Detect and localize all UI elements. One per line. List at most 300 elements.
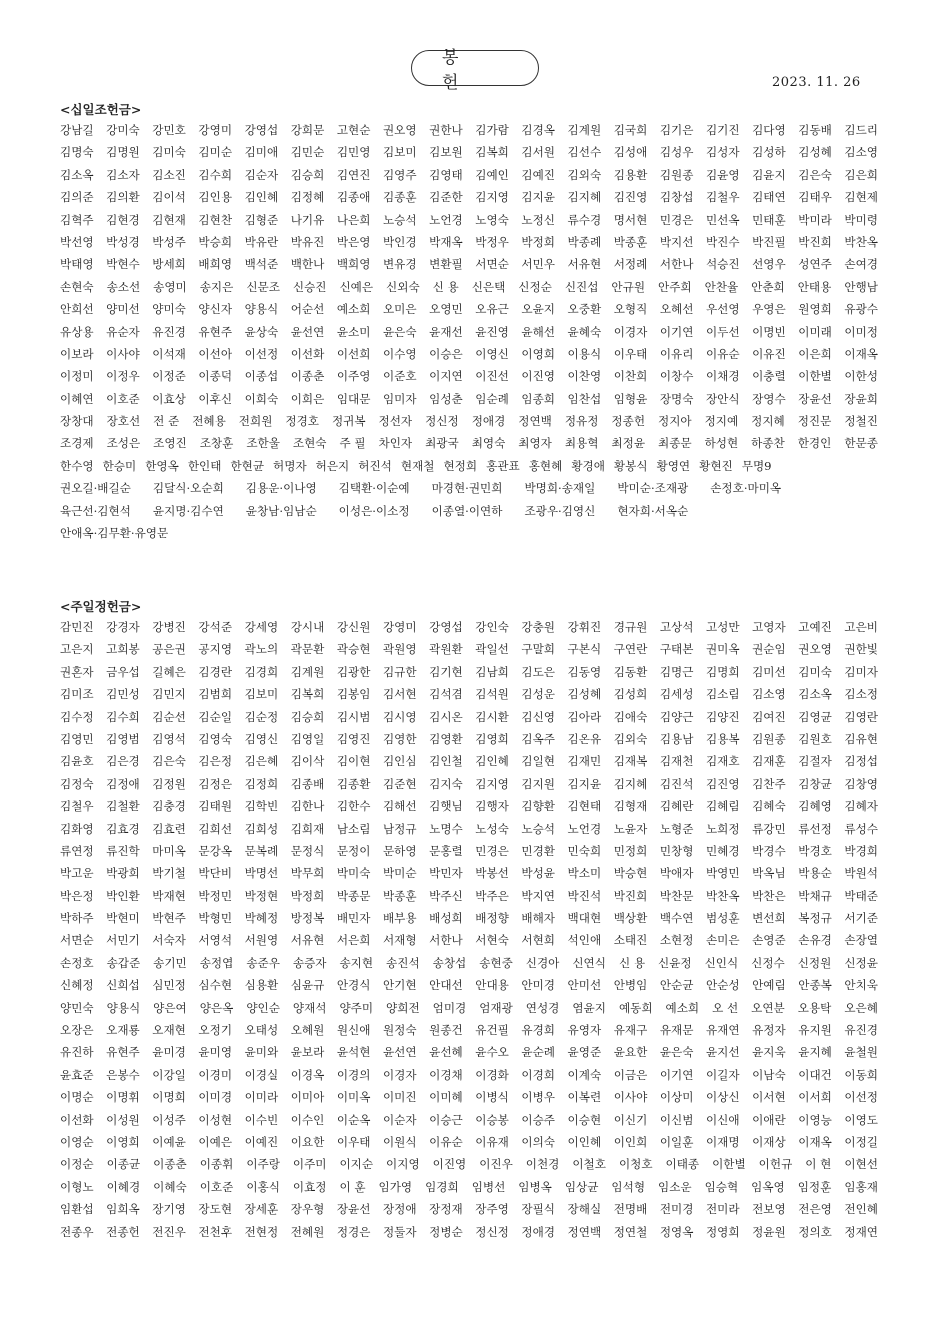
donor-name: 무명9 xyxy=(741,458,772,473)
donor-name: 이애란 xyxy=(752,1112,786,1127)
donor-row xyxy=(60,1176,878,1198)
donor-name: 이영도 xyxy=(844,1112,878,1127)
donor-row xyxy=(60,1041,878,1063)
donor-name: 김희선 xyxy=(198,821,233,836)
donor-name: 오유근 xyxy=(475,302,509,317)
donor-name: 김준한 xyxy=(429,190,463,205)
donor-name: 박진석 xyxy=(567,888,602,903)
donor-name: 박경수 xyxy=(752,843,786,858)
donor-name: 박미령 xyxy=(844,212,878,227)
donor-name: 양미숙 xyxy=(152,302,186,317)
donor-name: 문복례 xyxy=(244,843,279,858)
donor-name: 전종우 xyxy=(60,1224,94,1239)
donor-name: 김이삭 xyxy=(290,754,325,769)
donor-name: 윤선연 xyxy=(382,1045,417,1060)
donor-name: 김성하 xyxy=(752,145,786,160)
donor-name: 임희옥 xyxy=(106,1202,140,1217)
donor-name: 한문종 xyxy=(844,436,878,451)
donor-name: 이신애 xyxy=(705,1112,740,1127)
donor-row xyxy=(60,186,878,208)
donor-name: 이지연 xyxy=(429,369,463,384)
donor-row xyxy=(60,929,878,951)
donor-name: 안찬율 xyxy=(704,279,739,294)
donor-name: 권한나 xyxy=(429,123,463,137)
donor-name: 예소희 xyxy=(665,1000,700,1015)
donor-name: 홍현혜 xyxy=(528,458,563,473)
donor-name: 최정윤 xyxy=(611,436,646,451)
donor-name: 원종건 xyxy=(429,1023,463,1038)
donor-name: 윤석현 xyxy=(336,1045,371,1060)
donor-name: 임대문 xyxy=(336,391,371,406)
donor-name: 구말희 xyxy=(521,642,556,657)
donor-name: 박진필 xyxy=(752,234,786,249)
donor-name: 이미래 xyxy=(798,324,832,339)
donor-name: 김현경 xyxy=(106,212,140,227)
donor-row xyxy=(60,952,878,974)
donor-name: 오혜원 xyxy=(290,1023,325,1038)
donor-name: 범성훈 xyxy=(705,911,740,926)
donor-name: 곽문환 xyxy=(290,642,325,657)
donor-name: 김동영 xyxy=(567,664,602,679)
donor-name: 이 훈 xyxy=(339,1179,366,1194)
family-donor-list xyxy=(60,477,878,544)
donor-name: 이유진 xyxy=(752,346,786,361)
donor-name: 송갑준 xyxy=(106,955,141,970)
donor-name: 나은희 xyxy=(336,212,371,227)
donor-name: 김혜자 xyxy=(844,799,878,814)
donor-name: 송정엽 xyxy=(199,955,234,970)
donor-name: 임경희 xyxy=(425,1179,459,1194)
donor-name: 김서현 xyxy=(382,687,417,702)
donor-name: 김행자 xyxy=(475,799,509,814)
donor-name: 안희선 xyxy=(60,302,94,317)
donor-name: 윤철원 xyxy=(844,1045,878,1060)
donor-name: 이유재 xyxy=(475,1134,509,1149)
family-donor-name: 육근선·김현석 xyxy=(60,503,131,518)
donor-name: 김영숙 xyxy=(198,731,233,746)
donor-name: 정애경 xyxy=(521,1224,556,1239)
donor-name: 김은숙 xyxy=(152,754,186,769)
donor-name: 길혜은 xyxy=(152,664,186,679)
donor-name: 서영석 xyxy=(198,933,233,948)
donor-name: 이명휘 xyxy=(106,1090,140,1105)
donor-name: 김여진 xyxy=(752,709,786,724)
donor-name: 박종례 xyxy=(567,234,602,249)
donor-name: 고예진 xyxy=(798,620,832,634)
donor-name: 김용남 xyxy=(659,731,694,746)
donor-name: 이영능 xyxy=(798,1112,832,1127)
donor-name: 신문조 xyxy=(246,279,280,294)
donor-name: 이종덕 xyxy=(198,369,233,384)
donor-name: 김소자 xyxy=(106,167,140,182)
donor-name: 김명숙 xyxy=(60,145,94,160)
donor-name: 김연진 xyxy=(336,167,371,182)
donor-name: 권미옥 xyxy=(705,642,740,657)
donor-name: 김현제 xyxy=(844,190,878,205)
donor-name: 송소선 xyxy=(106,279,141,294)
donor-name: 류연정 xyxy=(60,843,94,858)
donor-name: 김지원 xyxy=(521,776,556,791)
donor-name: 이종춘 xyxy=(153,1157,187,1172)
donor-name: 원영희 xyxy=(798,302,832,317)
donor-name: 김창영 xyxy=(844,776,878,791)
donor-name: 손장열 xyxy=(844,933,878,948)
donor-name: 김한나 xyxy=(290,799,325,814)
donor-row xyxy=(60,388,878,410)
donor-name: 이채경 xyxy=(705,369,740,384)
donor-row xyxy=(60,885,878,907)
donor-name: 공은권 xyxy=(152,642,186,657)
donor-name: 임순례 xyxy=(475,391,509,406)
donor-name: 김국희 xyxy=(613,123,648,137)
donor-name: 이서희 xyxy=(798,1090,832,1105)
donor-name: 이승근 xyxy=(429,1112,463,1127)
donor-name: 이종춘 xyxy=(290,369,325,384)
donor-name: 유재연 xyxy=(705,1023,740,1038)
donor-name: 이병우 xyxy=(521,1090,556,1105)
donor-name: 이호준 xyxy=(106,391,140,406)
donor-name: 윤선연 xyxy=(290,324,325,339)
donor-name: 박현수 xyxy=(106,257,140,272)
donor-name: 성연주 xyxy=(798,257,832,272)
donor-name: 유상용 xyxy=(60,324,94,339)
donor-name: 김혁주 xyxy=(60,212,94,227)
donor-name: 윤영준 xyxy=(567,1045,602,1060)
donor-name: 전천후 xyxy=(198,1224,233,1239)
donor-name: 문정이 xyxy=(336,843,371,858)
donor-name: 박경호 xyxy=(798,843,832,858)
donor-name: 김명근 xyxy=(659,664,694,679)
donor-name: 김승희 xyxy=(290,167,325,182)
donor-name: 안미경 xyxy=(521,978,556,993)
donor-name: 신 용 xyxy=(618,955,646,970)
donor-name: 임가영 xyxy=(378,1179,413,1194)
donor-name: 박성경 xyxy=(106,234,140,249)
donor-name: 이일훈 xyxy=(659,1134,694,1149)
donor-name: 박정희 xyxy=(290,888,325,903)
donor-name: 장윤희 xyxy=(844,391,878,406)
family-donor-row xyxy=(60,522,878,544)
donor-row xyxy=(60,840,878,862)
donor-name: 강시내 xyxy=(290,620,325,634)
donor-name: 김드리 xyxy=(844,123,878,137)
donor-name: 박찬은 xyxy=(752,888,786,903)
donor-name: 이찬희 xyxy=(613,369,648,384)
sunday-offering-section xyxy=(60,597,878,1243)
donor-name: 이주미 xyxy=(292,1157,327,1172)
donor-name: 김영신 xyxy=(244,731,279,746)
donor-name: 양인순 xyxy=(246,1000,280,1015)
donor-name: 윤미와 xyxy=(244,1045,279,1060)
donor-name: 김햇님 xyxy=(429,799,463,814)
donor-name: 이경의 xyxy=(336,1067,371,1082)
donor-name: 신정윤 xyxy=(844,955,878,970)
donor-name: 정종헌 xyxy=(611,414,646,429)
donor-name: 박찬문 xyxy=(659,888,694,903)
donor-name: 이기연 xyxy=(659,1067,694,1082)
donor-name: 조창훈 xyxy=(199,436,234,451)
donor-row xyxy=(60,974,878,996)
donor-name: 복정규 xyxy=(798,911,832,926)
donor-name: 손미은 xyxy=(705,933,740,948)
donor-name: 변환필 xyxy=(429,257,463,272)
donor-name: 민경환 xyxy=(521,843,556,858)
donor-name: 연성경 xyxy=(525,1000,560,1015)
family-donor-name: 이성은·이소정 xyxy=(338,503,410,518)
donor-name: 박미순 xyxy=(382,866,417,881)
donor-name: 박은영 xyxy=(336,234,371,249)
donor-name: 곽일선 xyxy=(475,642,509,657)
donor-name: 박성윤 xyxy=(521,866,556,881)
donor-name: 김절자 xyxy=(798,754,832,769)
donor-name: 석승진 xyxy=(705,257,740,272)
donor-name: 류성수 xyxy=(844,821,878,836)
donor-name: 이종휘 xyxy=(199,1157,234,1172)
donor-name: 이희숙 xyxy=(244,391,279,406)
donor-name: 윤효준 xyxy=(60,1067,94,1082)
donor-name: 안대선 xyxy=(429,978,463,993)
donor-name: 김재호 xyxy=(705,754,740,769)
donor-name: 금우섭 xyxy=(106,664,140,679)
donor-name: 이기연 xyxy=(659,324,694,339)
donor-name: 이헌규 xyxy=(758,1157,793,1172)
donor-name: 서면순 xyxy=(60,933,94,948)
donor-name: 임병선 xyxy=(471,1179,506,1194)
donor-row xyxy=(60,907,878,929)
donor-name: 윤진영 xyxy=(475,324,509,339)
donor-name: 이 현 xyxy=(805,1157,832,1172)
donor-name: 김정원 xyxy=(152,776,186,791)
donor-name: 김영균 xyxy=(798,709,832,724)
donor-name: 김명원 xyxy=(106,145,140,160)
donor-name: 노언경 xyxy=(567,821,602,836)
donor-name: 유영자 xyxy=(567,1023,602,1038)
donor-name: 임승혁 xyxy=(704,1179,739,1194)
donor-row xyxy=(60,432,878,454)
donor-name: 박종문 xyxy=(336,888,371,903)
donor-name: 민정희 xyxy=(613,843,648,858)
donor-name: 한승미 xyxy=(102,458,137,473)
donor-name: 이강일 xyxy=(152,1067,186,1082)
donor-name: 곽원환 xyxy=(429,642,463,657)
donor-name: 박미숙 xyxy=(336,866,371,881)
donor-name: 이경희 xyxy=(521,1067,556,1082)
donor-name: 송기민 xyxy=(153,955,187,970)
donor-name: 오재룡 xyxy=(106,1023,140,1038)
donor-name: 김규한 xyxy=(382,664,417,679)
donor-name: 김미자 xyxy=(844,664,878,679)
donor-name: 이정길 xyxy=(844,1134,878,1149)
donor-name: 이미경 xyxy=(198,1090,233,1105)
donor-name: 안규원 xyxy=(611,279,646,294)
donor-name: 이호준 xyxy=(199,1179,234,1194)
donor-name: 김인용 xyxy=(198,190,233,205)
donor-name: 이진영 xyxy=(432,1157,467,1172)
donor-name: 박진수 xyxy=(705,234,740,249)
donor-name: 김광한 xyxy=(336,664,371,679)
donor-name: 김미숙 xyxy=(152,145,186,160)
donor-name: 김기현 xyxy=(429,664,463,679)
donor-name: 정지아 xyxy=(658,414,692,429)
donor-name: 김혜숙 xyxy=(752,799,786,814)
donor-name: 이신기 xyxy=(613,1112,648,1127)
donor-name: 김영란 xyxy=(844,709,878,724)
donor-name: 정의호 xyxy=(798,1224,832,1239)
donor-name: 안종복 xyxy=(798,978,832,993)
family-donor-row xyxy=(60,500,878,522)
donor-name: 이선정 xyxy=(844,1090,878,1105)
donor-name: 변유경 xyxy=(382,257,417,272)
donor-name: 김석겸 xyxy=(429,687,463,702)
donor-name: 이수빈 xyxy=(244,1112,279,1127)
donor-name: 강휘진 xyxy=(567,620,602,634)
donor-name: 변선희 xyxy=(752,911,786,926)
donor-name: 임병옥 xyxy=(518,1179,552,1194)
donor-name: 이예윤 xyxy=(152,1134,186,1149)
donor-name: 서현희 xyxy=(521,933,556,948)
donor-name: 이대건 xyxy=(798,1067,832,1082)
donor-name: 유현주 xyxy=(198,324,233,339)
donor-name: 최광국 xyxy=(425,436,459,451)
donor-name: 김창균 xyxy=(798,776,832,791)
donor-name: 김시환 xyxy=(475,709,509,724)
donor-name: 양미선 xyxy=(106,302,140,317)
donor-name: 임정훈 xyxy=(797,1179,832,1194)
donor-name: 김동환 xyxy=(613,664,648,679)
donor-name: 한수영 xyxy=(60,458,94,473)
donor-name: 김은숙 xyxy=(798,167,832,182)
donor-name: 안춘희 xyxy=(751,279,785,294)
donor-name: 박정우 xyxy=(475,234,509,249)
donor-name: 이승주 xyxy=(521,1112,556,1127)
donor-name: 유재구 xyxy=(613,1023,648,1038)
donor-name: 노정신 xyxy=(521,212,556,227)
donor-name: 양희전 xyxy=(386,1000,420,1015)
donor-name: 김효경 xyxy=(106,821,140,836)
donor-name: 김보미 xyxy=(382,145,417,160)
donor-name: 박종훈 xyxy=(613,234,648,249)
donor-name: 이미혜 xyxy=(429,1090,463,1105)
donor-name: 나기유 xyxy=(290,212,325,227)
donor-name: 이후신 xyxy=(198,391,233,406)
donor-name: 손영준 xyxy=(752,933,786,948)
donor-name: 조한울 xyxy=(246,436,280,451)
donor-row xyxy=(60,638,878,660)
family-donor-name: 마경현·권민희 xyxy=(431,481,503,496)
donor-name: 이선정 xyxy=(244,346,279,361)
donor-name: 정둘자 xyxy=(382,1224,417,1239)
donor-name: 이태종 xyxy=(665,1157,700,1172)
donor-name: 민창형 xyxy=(659,843,694,858)
donor-name: 박승현 xyxy=(613,866,648,881)
donor-name: 정애경 xyxy=(471,414,506,429)
donor-name: 이은희 xyxy=(798,346,832,361)
donor-name: 민숙희 xyxy=(567,843,602,858)
donor-name: 송창섭 xyxy=(432,955,467,970)
donor-name: 김다영 xyxy=(752,123,786,137)
donor-name: 이승은 xyxy=(429,346,463,361)
donor-name: 이청호 xyxy=(618,1157,653,1172)
donor-name: 임형윤 xyxy=(613,391,648,406)
donor-name: 윤상숙 xyxy=(244,324,279,339)
donor-name: 노명수 xyxy=(429,821,463,836)
donor-name: 김태원 xyxy=(198,799,233,814)
donor-name: 이정순 xyxy=(60,1157,94,1172)
donor-name: 김봉임 xyxy=(336,687,371,702)
donor-name: 강충원 xyxy=(521,620,556,634)
donor-name: 이사야 xyxy=(106,346,140,361)
donor-name: 오은혜 xyxy=(844,1000,878,1015)
donor-name: 장윤선 xyxy=(336,1202,371,1217)
donor-name: 이병식 xyxy=(475,1090,509,1105)
donor-name: 김계원 xyxy=(567,123,602,137)
donor-name: 정재연 xyxy=(844,1224,878,1239)
donor-name: 김의준 xyxy=(60,190,94,205)
donor-name: 권오영 xyxy=(798,642,832,657)
donor-name: 이명순 xyxy=(60,1090,94,1105)
donor-name: 오형직 xyxy=(613,302,648,317)
donor-name: 이창수 xyxy=(659,369,694,384)
donor-name: 이선화 xyxy=(290,346,325,361)
donor-row xyxy=(60,141,878,163)
donor-name: 전혜원 xyxy=(290,1224,325,1239)
donor-name: 권오영 xyxy=(382,123,417,137)
donor-name: 정연백 xyxy=(567,1224,602,1239)
donor-name: 박유진 xyxy=(290,234,325,249)
donor-name: 오미은 xyxy=(382,302,417,317)
donor-name: 이유순 xyxy=(705,346,740,361)
donor-name: 박종훈 xyxy=(382,888,417,903)
donor-name: 김성우 xyxy=(659,145,694,160)
donor-name: 강희문 xyxy=(290,123,325,137)
donor-name: 이희은 xyxy=(290,391,325,406)
donor-name: 김진영 xyxy=(705,776,740,791)
donor-name: 예소희 xyxy=(336,302,371,317)
donor-name: 유순자 xyxy=(106,324,140,339)
donor-name: 김정희 xyxy=(244,776,279,791)
donor-name: 김경희 xyxy=(244,664,279,679)
donor-name: 양용식 xyxy=(244,302,279,317)
donor-name: 감민진 xyxy=(60,620,94,634)
donor-name: 유현주 xyxy=(106,1045,140,1060)
donor-name: 오용탁 xyxy=(797,1000,832,1015)
donor-name: 남정규 xyxy=(382,821,417,836)
donor-name: 고성만 xyxy=(705,620,740,634)
donor-name: 안예림 xyxy=(752,978,786,993)
donor-name: 박채규 xyxy=(798,888,832,903)
section-title: <십일조헌금> xyxy=(60,102,142,117)
donor-name: 김온유 xyxy=(567,731,602,746)
donor-name: 김성애 xyxy=(613,145,648,160)
donor-name: 김형준 xyxy=(244,212,279,227)
donor-name: 황영연 xyxy=(656,458,691,473)
donor-name: 황봉식 xyxy=(613,458,648,473)
donor-name: 김영희 xyxy=(475,731,509,746)
donor-name: 박혜정 xyxy=(244,911,279,926)
donor-name: 장명숙 xyxy=(659,391,694,406)
donor-name: 이혜연 xyxy=(60,391,94,406)
donor-name: 김윤지 xyxy=(752,167,786,182)
donor-name: 이미진 xyxy=(382,1090,417,1105)
donor-name: 정영옥 xyxy=(659,1224,694,1239)
donor-name: 김보미 xyxy=(244,687,279,702)
donor-name: 서은희 xyxy=(336,933,371,948)
donor-name: 윤지욱 xyxy=(752,1045,786,1060)
donor-name: 오 선 xyxy=(712,1000,739,1015)
donor-name: 신은택 xyxy=(471,279,506,294)
donor-name: 안기현 xyxy=(382,978,417,993)
donor-name: 마미옥 xyxy=(152,843,186,858)
